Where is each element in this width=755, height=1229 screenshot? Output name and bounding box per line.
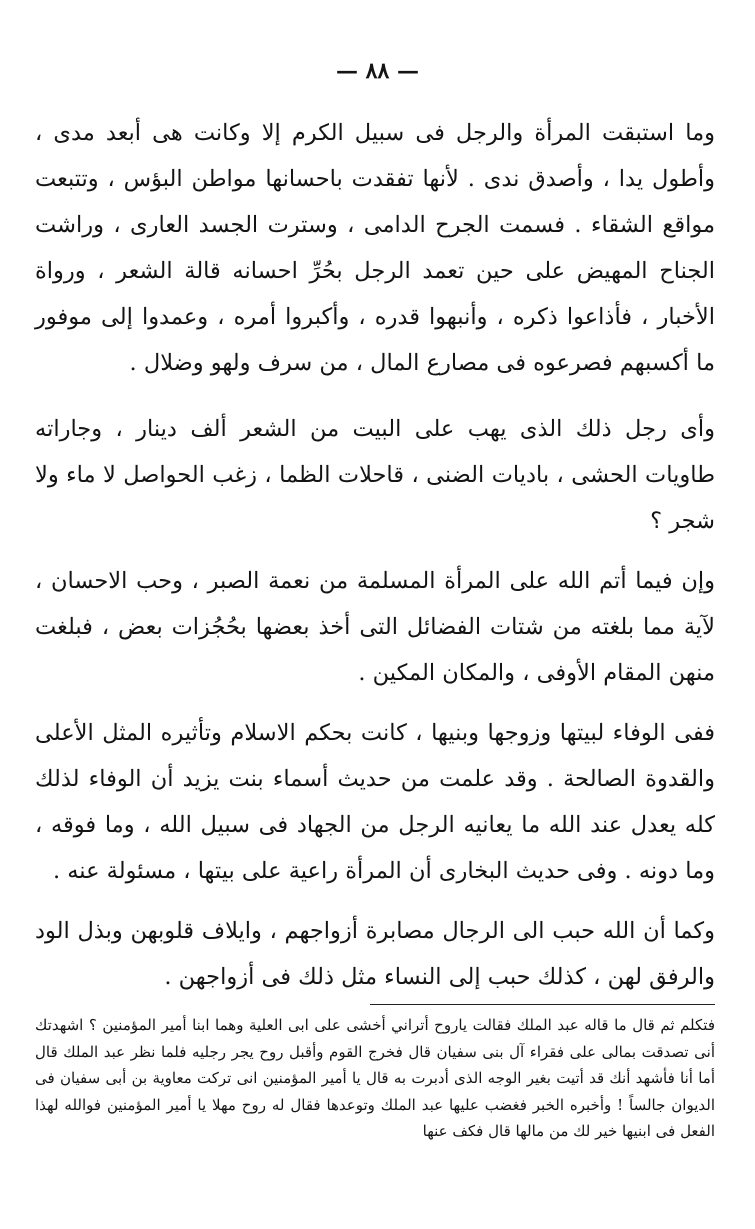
paragraph-patience: وإن فيما أتم الله على المرأة المسلمة من نعمة الصبر ، وحب الاحسان ، لآية مما بلغته من شتات الفضائل التى أخذ بعضها بحُجُزات بعض ، فبلغت منهن المقام الأوفى ، والمكان المكين . — [35, 568, 715, 686]
paragraph-generosity: وما استبقت المرأة والرجل فى سبيل الكرم إلا وكانت هى أبعد مدى ، وأطول يدا ، وأصدق ندى . لأنها تفقدت باحسانها مواطن البؤس ، وتتبعت مواقع الشقاء . فسمت الجرح الدامى ، وسترت الجسد العارى ، وراشت الجناح المهيض على حين تعمد الرجل بحُرِّ احسانه قالة الشعر ، ورواة الأخبار ، فأذاعوا ذكره ، وأنبهوا قدره ، وأكبروا أمره ، وعمدوا إلى موفور ما أكسبهم فصرعوه فى مصارع المال ، من سرف ولهو وضلال . — [35, 120, 715, 376]
paragraph-loyalty: ففى الوفاء لبيتها وزوجها وبنيها ، كانت بحكم الاسلام وتأثيره المثل الأعلى والقدوة الصالحة . وقد علمت من حديث أسماء بنت يزيد أن الوفاء لذلك كله يعدل عند الله ما يعانيه الرجل من الجهاد فى سبيل الله ، وما فوقه ، وما دونه . وفى حديث البخارى أن المرأة راعية على بيتها ، مسئولة عنه . — [35, 720, 715, 884]
page-number: — ٨٨ — — [336, 58, 419, 84]
main-text — [35, 110, 715, 1020]
paragraph-spouses: وكما أن الله حبب الى الرجال مصابرة أزواجهم ، وايلاف قلوبهن وبذل الود والرفق لهن ، كذلك حبب إلى النساء مثل ذلك فى أزواجهن . — [35, 918, 715, 990]
footnote: فتكلم ثم قال ما قاله عبد الملك فقالت ياروح أتراني أخشى على ابى العلية وهما ابنا أمير المؤمنين ؟ اشهدتك أنى تصدقت بمالى على فقراء آل بنى سفيان قال فخرج القوم وأقبل روح يجر رجليه فلما نظر عبد الملك قال أما أنا فأشهد أنك قد أتيت بغير الوجه الذى أدبرت به قال يا أمير المؤمنين انى تركت معاوية بن أبى سفيان فى الديوان جالساً ! وأخبره الخبر فغضب عليها عبد الملك وتوعدها فقال له روح مهلا يا أمير المؤمنين فوالله لهذا الفعل فى ابنيها خير لك من مالها قال فكف عنها — [35, 1016, 715, 1140]
footnote-divider — [370, 1004, 715, 1005]
paragraph-rhetorical-question: وأى رجل ذلك الذى يهب على البيت من الشعر ألف دينار ، وجاراته طاويات الحشى ، باديات الضنى ، قاحلات الظما ، زغب الحواصل لا ماء ولا شجر ؟ — [35, 416, 715, 534]
